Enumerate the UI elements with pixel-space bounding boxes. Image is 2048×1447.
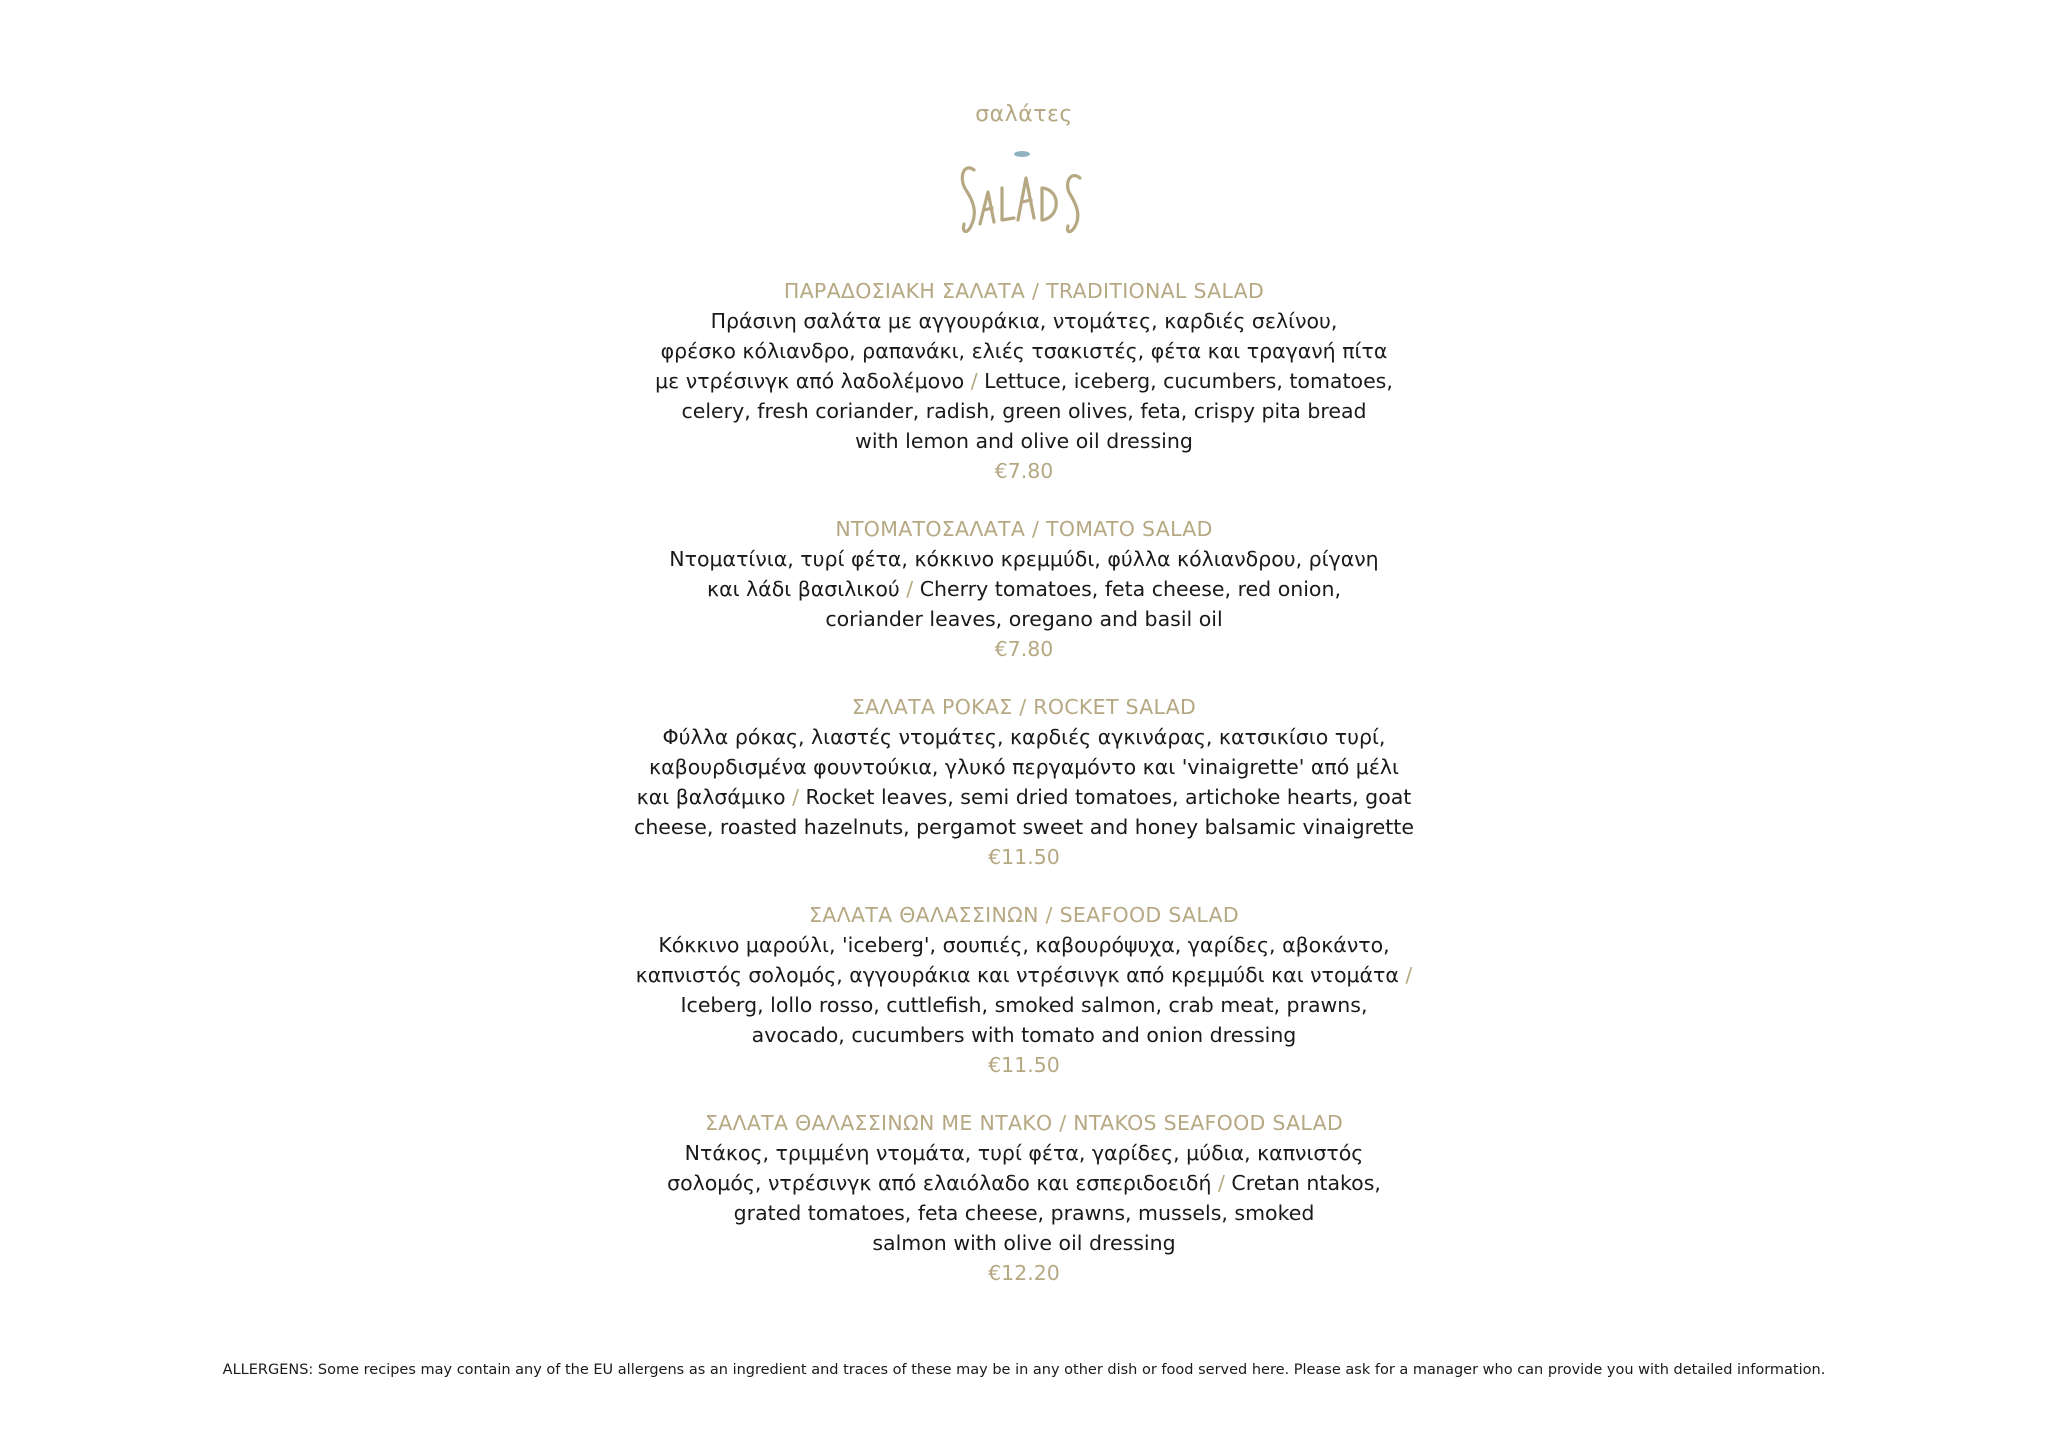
language-separator: /	[785, 785, 806, 809]
salads-logo	[956, 148, 1096, 244]
description-line	[0, 812, 2048, 842]
description-line	[0, 722, 2048, 752]
menu-item-title: ΣΑΛΑΤΑ ΘΑΛΑΣΣΙΝΩΝ / SEAFOOD SALAD	[809, 903, 1239, 927]
menu-item-price: €12.20	[988, 1261, 1060, 1285]
language-separator: /	[1211, 1171, 1232, 1195]
description-text: Cretan ntakos,	[1231, 1171, 1381, 1195]
menu-item-price: €7.80	[994, 459, 1054, 483]
description-text: Cherry tomatoes, feta cheese, red onion,	[919, 577, 1341, 601]
menu-item-title: ΠΑΡΑΔΟΣΙΑΚΗ ΣΑΛΑΤΑ / TRADITIONAL SALAD	[783, 279, 1265, 303]
menu-item-title: ΣΑΛΑΤΑ ΡΟΚΑΣ / ROCKET SALAD	[851, 695, 1197, 719]
menu-item-description	[0, 544, 2048, 634]
description-text: Rocket leaves, semi dried tomatoes, artichoke hearts, goat	[805, 785, 1412, 809]
description-text: σολομός, ντρέσινγκ από ελαιόλαδο και εσπεριδοειδή	[667, 1171, 1212, 1195]
description-line	[0, 1168, 2048, 1198]
language-separator: /	[1398, 963, 1413, 987]
menu-item-title: ΣΑΛΑΤΑ ΘΑΛΑΣΣΙΝΩΝ ΜΕ ΝΤΑΚΟ / NTAKOS SEAFOOD SALAD	[704, 1111, 1344, 1135]
description-text: με ντρέσινγκ από λαδολέμονο	[655, 369, 965, 393]
description-text: with lemon and olive oil dressing	[855, 429, 1193, 453]
description-line	[0, 1020, 2048, 1050]
description-line	[0, 544, 2048, 574]
description-line	[0, 426, 2048, 456]
description-text: Πράσινη σαλάτα με αγγουράκια, ντομάτες, καρδιές σελίνου,	[710, 309, 1338, 333]
description-text: Iceberg, lollo rosso, cuttlefish, smoked salmon, crab meat, prawns,	[680, 993, 1368, 1017]
menu-item	[0, 276, 2048, 486]
description-text: Ντάκος, τριμμένη ντομάτα, τυρί φέτα, γαρίδες, μύδια, καπνιστός	[684, 1141, 1364, 1165]
description-text: καβουρδισμένα φουντούκια, γλυκό περγαμόντο και 'vinaigrette' από μέλι	[649, 755, 1399, 779]
description-text: Κόκκινο μαρούλι, 'iceberg', σουπιές, καβουρόψυχα, γαρίδες, αβοκάντο,	[658, 933, 1390, 957]
description-text: cheese, roasted hazelnuts, pergamot sweet and honey balsamic vinaigrette	[634, 815, 1414, 839]
salad-menu	[0, 276, 2048, 1316]
menu-item	[0, 692, 2048, 872]
description-line	[0, 1138, 2048, 1168]
menu-item	[0, 1108, 2048, 1288]
description-text: coriander leaves, oregano and basil oil	[825, 607, 1223, 631]
description-text: καπνιστός σολομός, αγγουράκια και ντρέσινγκ από κρεμμύδι και ντομάτα	[635, 963, 1399, 987]
description-line	[0, 366, 2048, 396]
language-separator: /	[964, 369, 985, 393]
description-line	[0, 990, 2048, 1020]
description-line	[0, 336, 2048, 366]
description-text: celery, fresh coriander, radish, green olives, feta, crispy pita bread	[681, 399, 1367, 423]
description-text: και βαλσάμικο	[636, 785, 786, 809]
menu-item-price: €11.50	[988, 1053, 1060, 1077]
description-text: grated tomatoes, feta cheese, prawns, mussels, smoked	[733, 1201, 1315, 1225]
language-separator: /	[899, 577, 920, 601]
logo-dot-icon	[1014, 151, 1030, 157]
description-text: Lettuce, iceberg, cucumbers, tomatoes,	[984, 369, 1393, 393]
description-line	[0, 1198, 2048, 1228]
allergens-notice: ALLERGENS: Some recipes may contain any of the EU allergens as an ingredient and traces of these may be in any other dish or food served here. Please ask for a manager who can provide you with detailed information.	[222, 1362, 1826, 1378]
description-line	[0, 396, 2048, 426]
menu-item	[0, 514, 2048, 664]
description-line	[0, 752, 2048, 782]
description-text: και λάδι βασιλικού	[707, 577, 900, 601]
description-line	[0, 306, 2048, 336]
menu-item-price: €11.50	[988, 845, 1060, 869]
description-text: φρέσκο κόλιανδρο, ραπανάκι, ελιές τσακιστές, φέτα και τραγανή πίτα	[660, 339, 1388, 363]
description-line	[0, 604, 2048, 634]
menu-item-description	[0, 306, 2048, 456]
menu-item-title: ΝΤΟΜΑΤΟΣΑΛΑΤΑ / TOMATO SALAD	[835, 517, 1213, 541]
description-text: Ντοματίνια, τυρί φέτα, κόκκινο κρεμμύδι, φύλλα κόλιανδρου, ρίγανη	[669, 547, 1379, 571]
description-text: Φύλλα ρόκας, λιαστές ντομάτες, καρδιές αγκινάρας, κατσικίσιο τυρί,	[662, 725, 1386, 749]
description-line	[0, 782, 2048, 812]
description-line	[0, 930, 2048, 960]
menu-item-price: €7.80	[994, 637, 1054, 661]
menu-item-description	[0, 930, 2048, 1050]
section-title-greek: σαλάτες	[975, 102, 1073, 127]
menu-item	[0, 900, 2048, 1080]
description-line	[0, 1228, 2048, 1258]
description-text: avocado, cucumbers with tomato and onion dressing	[751, 1023, 1297, 1047]
description-text: salmon with olive oil dressing	[872, 1231, 1176, 1255]
description-line	[0, 960, 2048, 990]
menu-item-description	[0, 1138, 2048, 1258]
description-line	[0, 574, 2048, 604]
menu-item-description	[0, 722, 2048, 842]
